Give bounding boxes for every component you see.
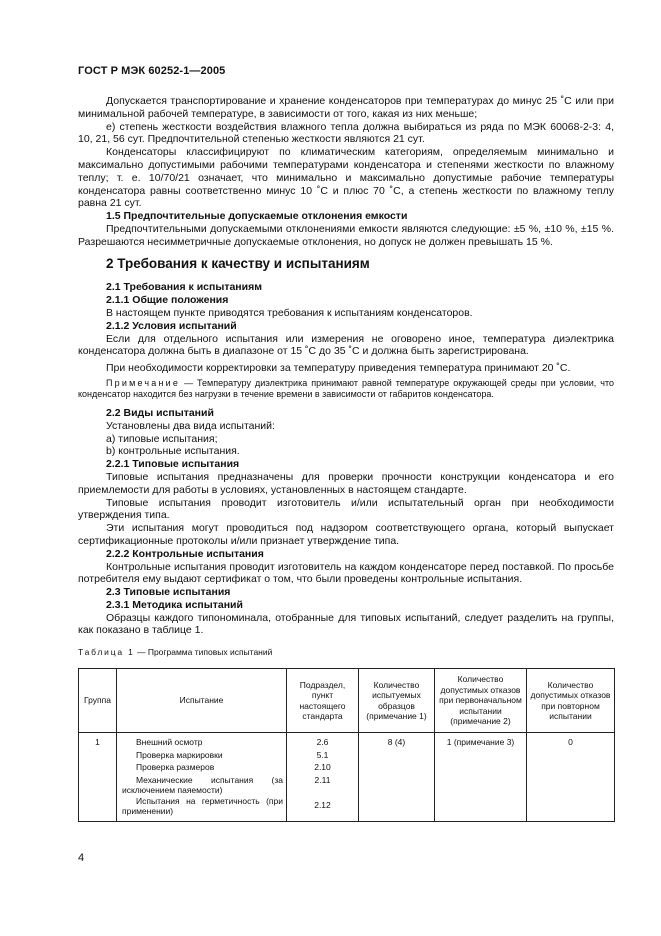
section-heading: 2.2.2 Контрольные испытания: [106, 547, 264, 560]
paragraph: Типовые испытания проводит изготовитель и/или испытательный орган при необходимости утверждения типа.: [78, 496, 614, 522]
section-heading: 2.3 Типовые испытания: [106, 586, 231, 599]
paragraph: Эти испытания могут проводиться под надзором соответствующего органа, который выпускает сертификационные протоколы и/или признает утверждение типа.: [78, 522, 614, 547]
table-header-row: [79, 669, 615, 733]
paragraph: а) типовые испытания;: [106, 432, 218, 445]
section-heading: 1.5 Предпочтительные допускаемые отклонения емкости: [106, 210, 408, 223]
clause-ref: [290, 787, 355, 800]
column-header: Подраздел, пункт настоящего стандарта: [287, 669, 359, 733]
test-name: Испытания на герметичность (при применении): [122, 795, 283, 817]
column-header: Группа: [79, 669, 117, 733]
page-number: 4: [78, 852, 85, 864]
paragraph: Допускается транспортирование и хранение конденсаторов при температурах до минус 25 ˚С или при минимальной рабочей температуре, в зависимости от того, какая из них меньше;: [78, 95, 614, 120]
type-tests-table: [78, 668, 615, 822]
test-name: Внешний осмотр: [136, 737, 203, 748]
table-caption-text: — Программа типовых испытаний: [134, 647, 273, 658]
column-header: Испытание: [117, 669, 287, 733]
chapter-heading: 2 Требования к качеству и испытаниям: [106, 255, 370, 271]
document-body: [78, 95, 614, 822]
table-caption: [78, 646, 614, 659]
test-name: Проверка размеров: [136, 762, 215, 773]
clause-ref: 2.11: [314, 774, 331, 785]
table-row: [79, 733, 615, 822]
paragraph: Типовые испытания предназначены для проверки прочности конструкции конденсатора и его приемлемости для работы в условиях, установленных в настоящем стандарте.: [78, 470, 614, 496]
paragraph: Если для отдельного испытания или измерения не оговорено иное, температура диэлектрика конденсатора должна быть в диапазоне от 15 ˚С до 35 ˚С и должна быть зарегистрирована.: [78, 332, 614, 358]
note-text: — Температуру диэлектрика принимают равной температуре окружающей среды при условии, что конденсатор находится без нагрузки в течение времени в зависимости от габаритов конденсатора.: [78, 377, 614, 400]
paragraph: Предпочтительными допускаемыми отклонениями емкости являются следующие: ±5 %, ±10 %, ±15 %. Разрешаются несимметричные допускаемые отклонения, но допуск не должен превышать 15 %.: [78, 222, 614, 248]
note-label: Примечание: [106, 377, 181, 388]
paragraph: е) степень жесткости воздействия влажного тепла должна выбираться из ряда по МЭК 60068-2-3: 4, 10, 21, 56 сут. Предпочтительной степенью жесткости являются 21 сут.: [78, 120, 614, 146]
clause-ref: 2.6: [316, 737, 329, 748]
paragraph: Установлены два вида испытаний:: [106, 419, 275, 432]
test-name: Механические испытания (за исключением паяемости): [122, 774, 283, 796]
column-header: Количество испытуемых образцов (примечание 1): [359, 669, 435, 733]
clause-ref: 2.12: [314, 800, 331, 811]
section-heading: 2.2 Виды испытаний: [106, 406, 214, 419]
section-heading: 2.1.1 Общие положения: [106, 294, 229, 307]
paragraph: Образцы каждого типономинала, отобранные для типовых испытаний, следует разделить на группы, как показано в таблице 1.: [78, 611, 614, 637]
paragraph: Контрольные испытания проводит изготовитель на каждом конденсаторе перед поставкой. По просьбе потребителя ему выдают сертификат о том, что были проведены контрольные испытания.: [78, 560, 614, 586]
clause-ref: 2.10: [314, 762, 331, 773]
section-heading: 2.2.1 Типовые испытания: [106, 458, 240, 471]
table-caption-label: Таблица 1: [78, 647, 135, 658]
document-header: ГОСТ Р МЭК 60252-1—2005: [78, 65, 226, 77]
paragraph: При необходимости корректировки за температуру приведения температура принимают 20 ˚С.: [106, 362, 571, 375]
samples-cell: 8 (4): [359, 733, 435, 822]
tests-cell: [117, 733, 287, 822]
paragraph: В настоящем пункте приводятся требования к испытаниям конденсаторов.: [106, 306, 473, 319]
section-heading: 2.1.2 Условия испытаний: [106, 319, 237, 332]
paragraph: b) контрольные испытания.: [106, 445, 240, 458]
section-heading: 2.1 Требования к испытаниям: [106, 281, 262, 294]
initial-failures-cell: 1 (примечание 3): [435, 733, 527, 822]
clause-cell: [287, 733, 359, 822]
note: [78, 378, 614, 401]
paragraph: Конденсаторы классифицируют по климатическим категориям, определяемым минимально и максимально допустимыми рабочими температурами конденсатора и степенями жесткости по влажному теплу; т. е. 10/70/21 означает, что минимально и максимально допустимые рабочие температуры конденсатора равны соответственно минус 10 ˚С и плюс 70 ˚С, а степень жесткости по влажному теплу равна 21 сут.: [78, 146, 614, 210]
clause-ref: 5.1: [316, 749, 329, 760]
test-name: Проверка маркировки: [136, 749, 223, 760]
repeat-failures-cell: 0: [527, 733, 615, 822]
group-cell: 1: [79, 733, 117, 822]
column-header: Количество допустимых отказов при первоначальном испытании (примечание 2): [435, 669, 527, 733]
section-heading: 2.3.1 Методика испытаний: [106, 598, 243, 611]
column-header: Количество допустимых отказов при повторном испытании: [527, 669, 615, 733]
